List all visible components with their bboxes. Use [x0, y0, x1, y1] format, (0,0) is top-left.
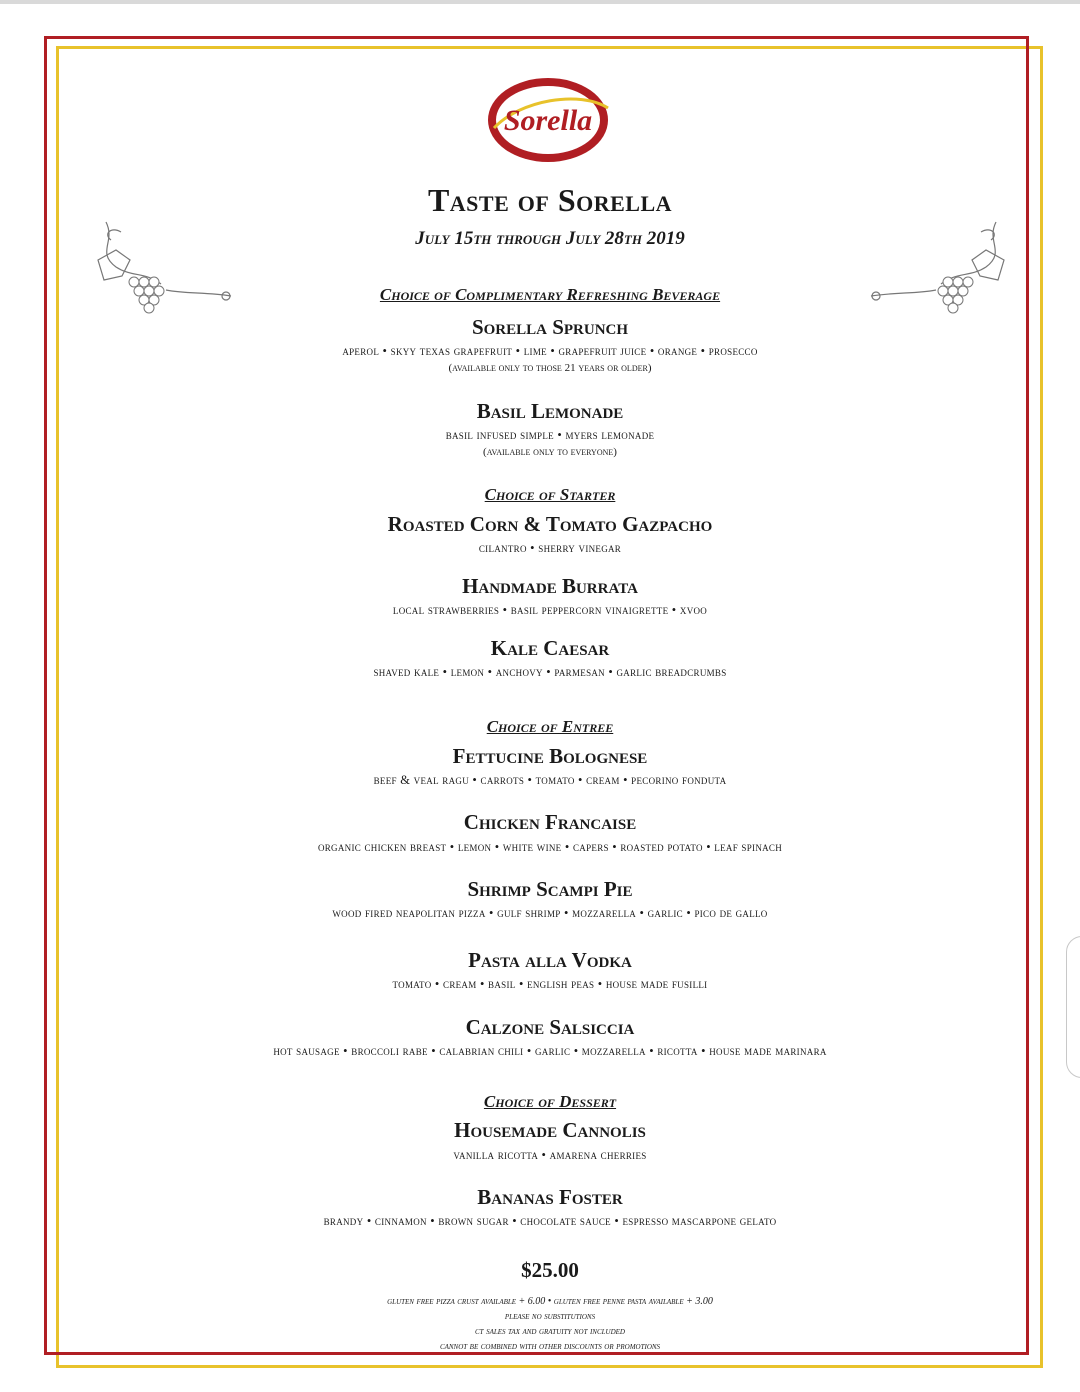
section-dessert: Choice of Dessert	[483, 1092, 617, 1111]
logo-wordmark: Sorella	[503, 104, 593, 137]
item-name: Shrimp Scampi Pie	[467, 877, 633, 901]
menu-price: $25.00	[521, 1258, 579, 1282]
section-entree: Choice of Entree	[486, 717, 614, 736]
item-name: Pasta alla Vodka	[468, 948, 632, 972]
item-description: vanilla ricotta • amarena cherries	[453, 1148, 647, 1162]
item-name: Sorella Sprunch	[471, 315, 629, 339]
sorella-logo	[480, 70, 615, 170]
top-divider	[0, 0, 1080, 4]
item-description: brandy • cinnamon • brown sugar • chocolate sauce • espresso mascarpone gelato	[323, 1214, 777, 1228]
item-description: wood fired neapolitan pizza • gulf shrimp • mozzarella • garlic • pico de gallo	[332, 906, 768, 920]
item-description: local strawberries • basil peppercorn vinaigrette • xvoo	[392, 603, 708, 617]
fine-print-line: ct sales tax and gratuity not included	[475, 1326, 625, 1337]
item-name: Chicken Francaise	[463, 810, 637, 834]
item-description: shaved kale • lemon • anchovy • parmesan • garlic breadcrumbs	[373, 665, 727, 679]
item-description: basil infused simple • myers lemonade	[445, 428, 655, 442]
section-beverage: Choice of Complimentary Refreshing Beverage	[379, 285, 721, 304]
scroll-handle[interactable]	[1066, 936, 1080, 1078]
item-name: Basil Lemonade	[476, 399, 624, 423]
item-description: cilantro • sherry vinegar	[478, 541, 622, 555]
item-note: (available only to everyone)	[483, 446, 617, 458]
menu-dates: July 15th through July 28th 2019	[415, 228, 685, 249]
item-note: (available only to those 21 years or older)	[448, 362, 652, 374]
item-name: Housemade Cannolis	[454, 1118, 646, 1142]
section-starter: Choice of Starter	[484, 485, 616, 504]
item-name: Bananas Foster	[477, 1185, 623, 1209]
item-name: Roasted Corn & Tomato Gazpacho	[387, 512, 713, 536]
fine-print-line: gluten free pizza crust available + 6.00 • gluten free penne pasta available + 3.00	[387, 1296, 713, 1307]
item-name: Fettucine Bolognese	[452, 744, 648, 768]
fine-print-line: please no substitutions	[504, 1311, 596, 1322]
item-name: Kale Caesar	[490, 636, 610, 660]
item-description: aperol • skyy texas grapefruit • lime • grapefruit juice • orange • prosecco	[342, 344, 758, 358]
item-description: organic chicken breast • lemon • white wine • capers • roasted potato • leaf spinach	[317, 840, 783, 854]
item-description: tomato • cream • basil • english peas • house made fusilli	[392, 977, 708, 991]
item-name: Calzone Salsiccia	[465, 1015, 635, 1039]
item-description: hot sausage • broccoli rabe • calabrian chili • garlic • mozzarella • ricotta • house made marinara	[273, 1044, 827, 1058]
menu-title: Taste of Sorella	[427, 182, 673, 218]
item-name: Handmade Burrata	[462, 574, 638, 598]
item-description: beef & veal ragu • carrots • tomato • cream • pecorino fonduta	[373, 773, 727, 787]
fine-print-line: cannot be combined with other discounts or promotions	[439, 1341, 661, 1352]
